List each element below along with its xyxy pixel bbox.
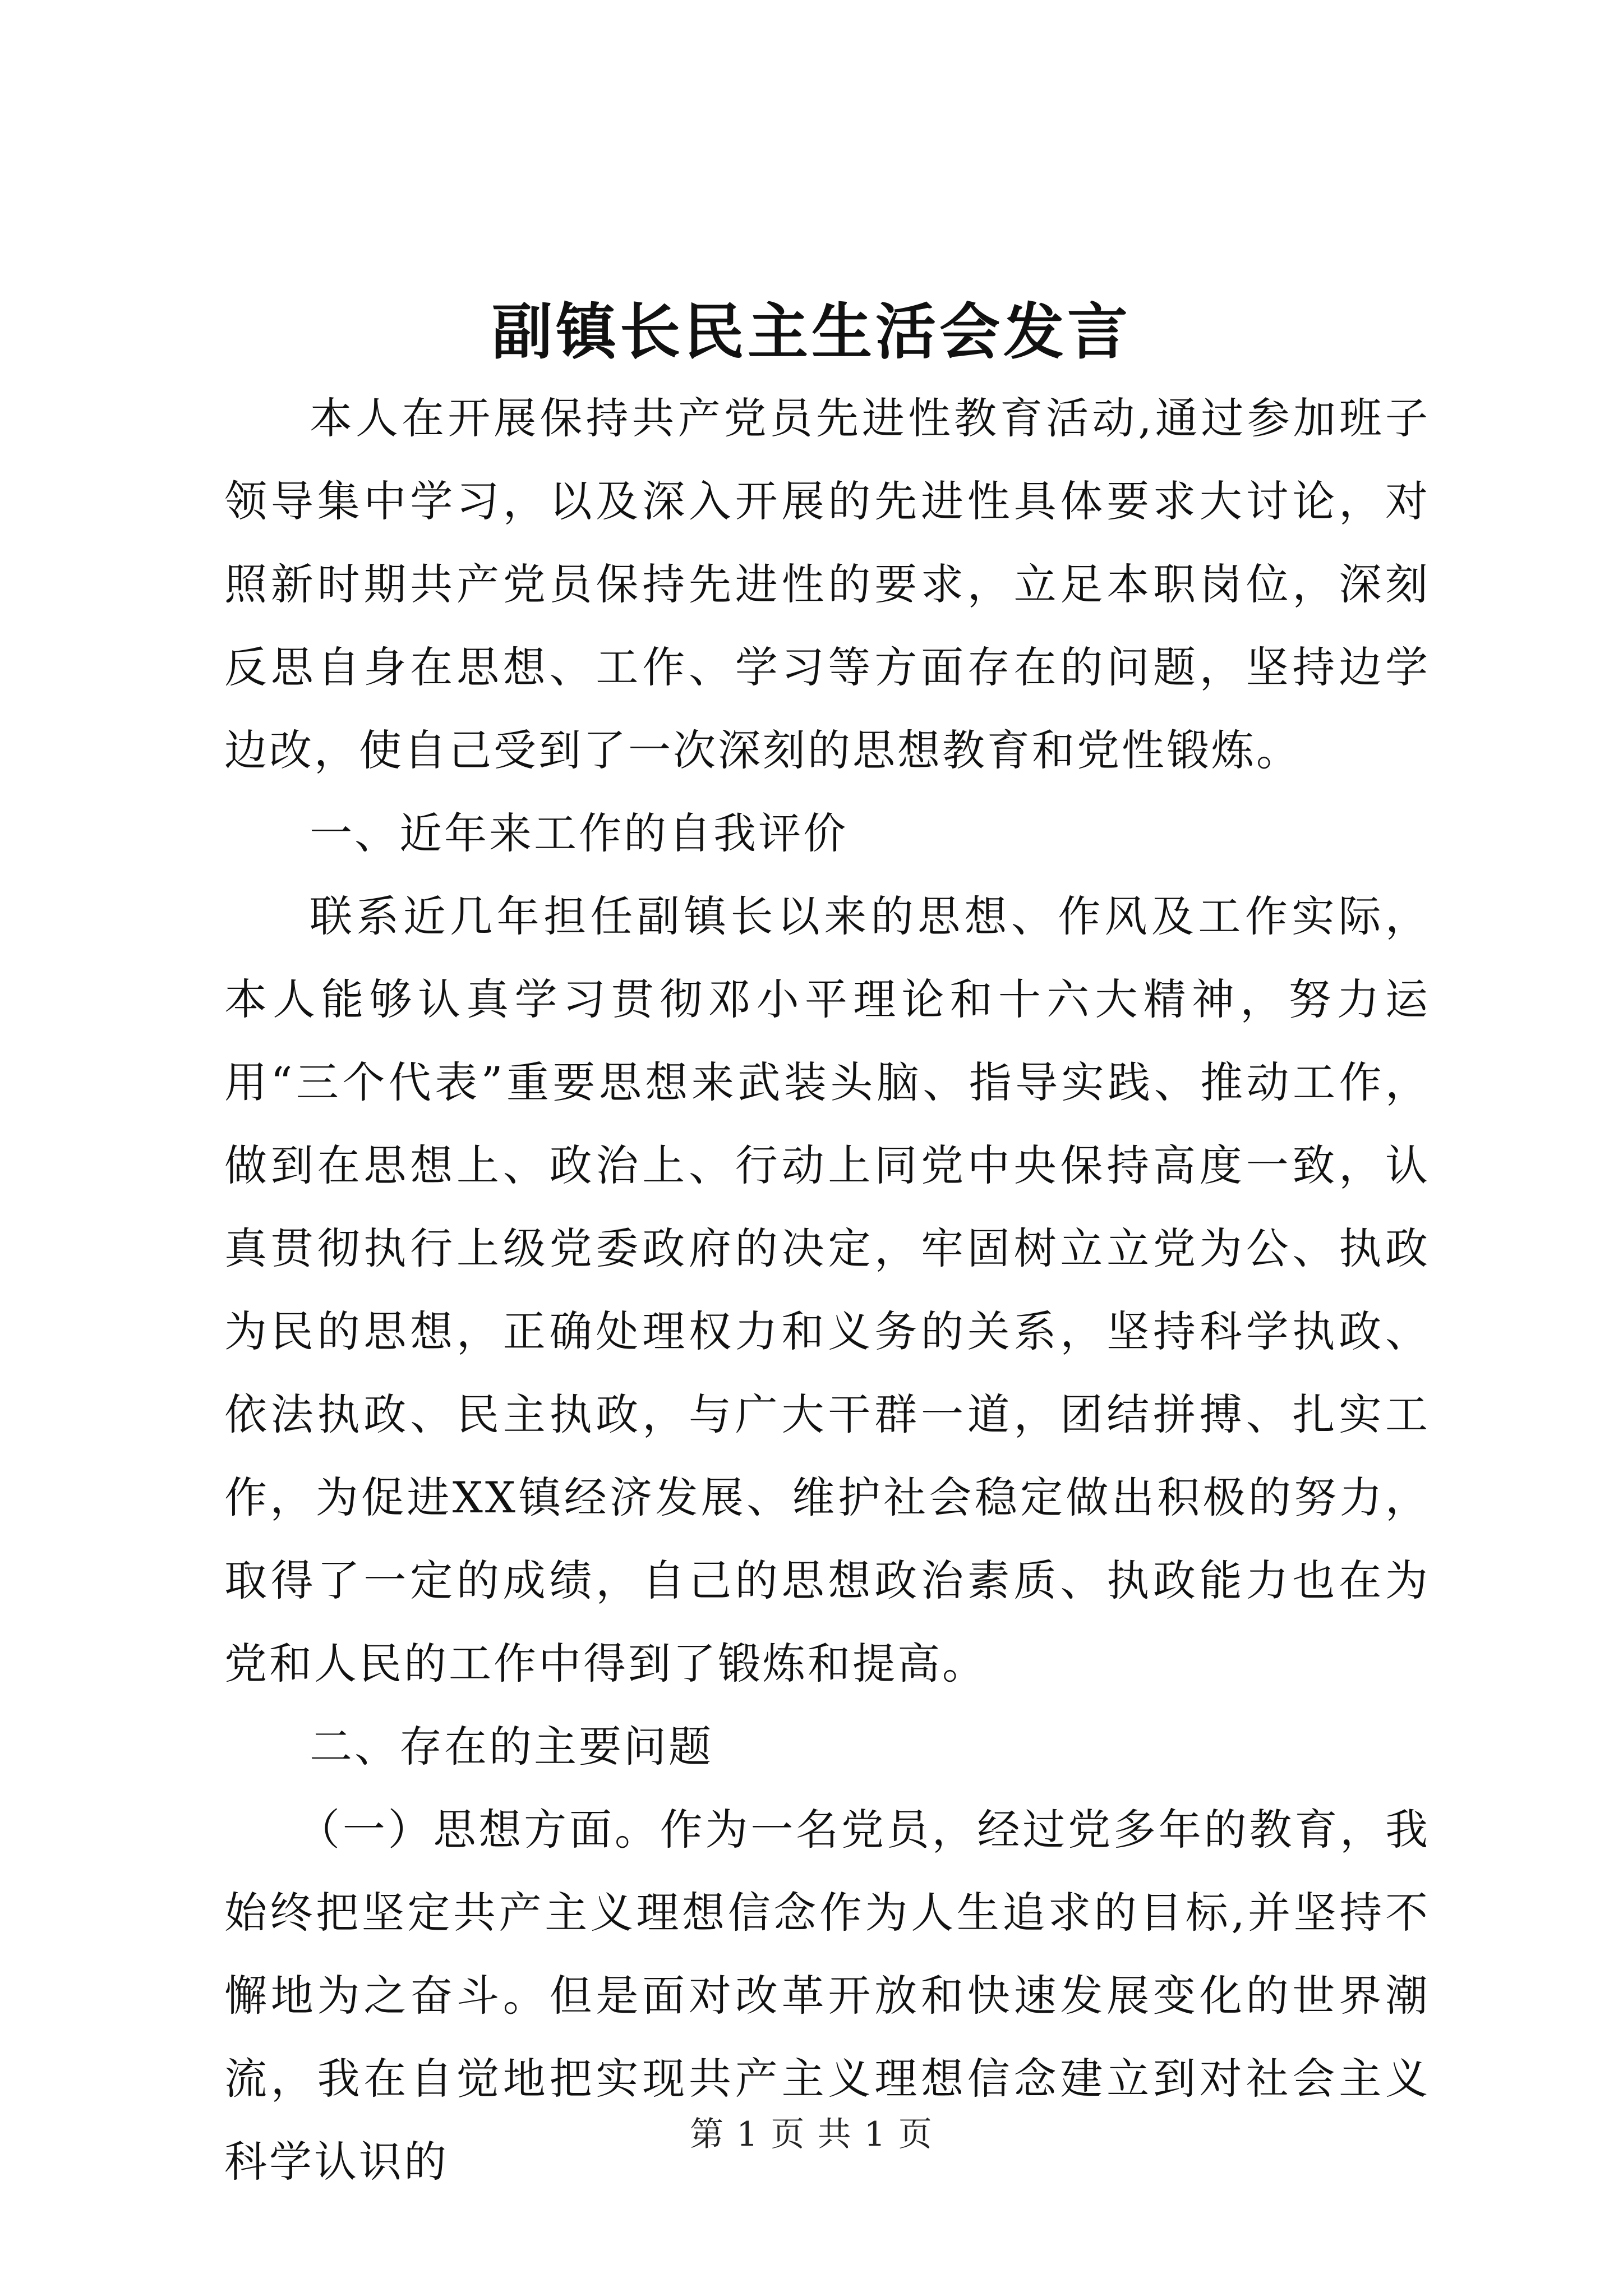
document-body	[224, 377, 1430, 2203]
paragraph-self-evaluation: 联系近几年担任副镇长以来的思想、作风及工作实际，本人能够认真学习贯彻邓小平理论和十六大精神，努力运用“三个代表”重要思想来武装头脑、指导实践、推动工作，做到在思想上、政治上、行动上同党中央保持高度一致，认真贯彻执行上级党委政府的决定，牢固树立立党为公、执政为民的思想，正确处理权力和义务的关系，坚持科学执政、依法执政、民主执政，与广大干群一道，团结拼搏、扎实工作，为促进XX镇经济发展、维护社会稳定做出积极的努力，取得了一定的成绩，自己的思想政治素质、执政能力也在为党和人民的工作中得到了锻炼和提高。	[224, 891, 1430, 1688]
section-heading-main-problems: 二、存在的主要问题	[310, 1722, 713, 1772]
paragraph-intro: 本人在开展保持共产党员先进性教育活动,通过参加班子领导集中学习，以及深入开展的先进性具体要求大讨论，对照新时期共产党员保持先进性的要求，立足本职岗位，深刻反思自身在思想、工作、学习等方面存在的问题，坚持边学边改，使自己受到了一次深刻的思想教育和党性锻炼。	[224, 393, 1430, 775]
section-heading-self-evaluation: 一、近年来工作的自我评价	[310, 808, 848, 858]
document-title: 副镇长民主生活会发言	[491, 297, 1131, 367]
paragraph-ideology: （一）思想方面。作为一名党员，经过党多年的教育，我始终把坚定共产主义理想信念作为人生追求的目标,并坚持不懈地为之奋斗。但是面对改革开放和快速发展变化的世界潮流，我在自觉地把实现共产主义理想信念建立到对社会主义科学认识的	[224, 1805, 1430, 2187]
page-footer: 第 1 页 共 1 页	[690, 2115, 933, 2154]
